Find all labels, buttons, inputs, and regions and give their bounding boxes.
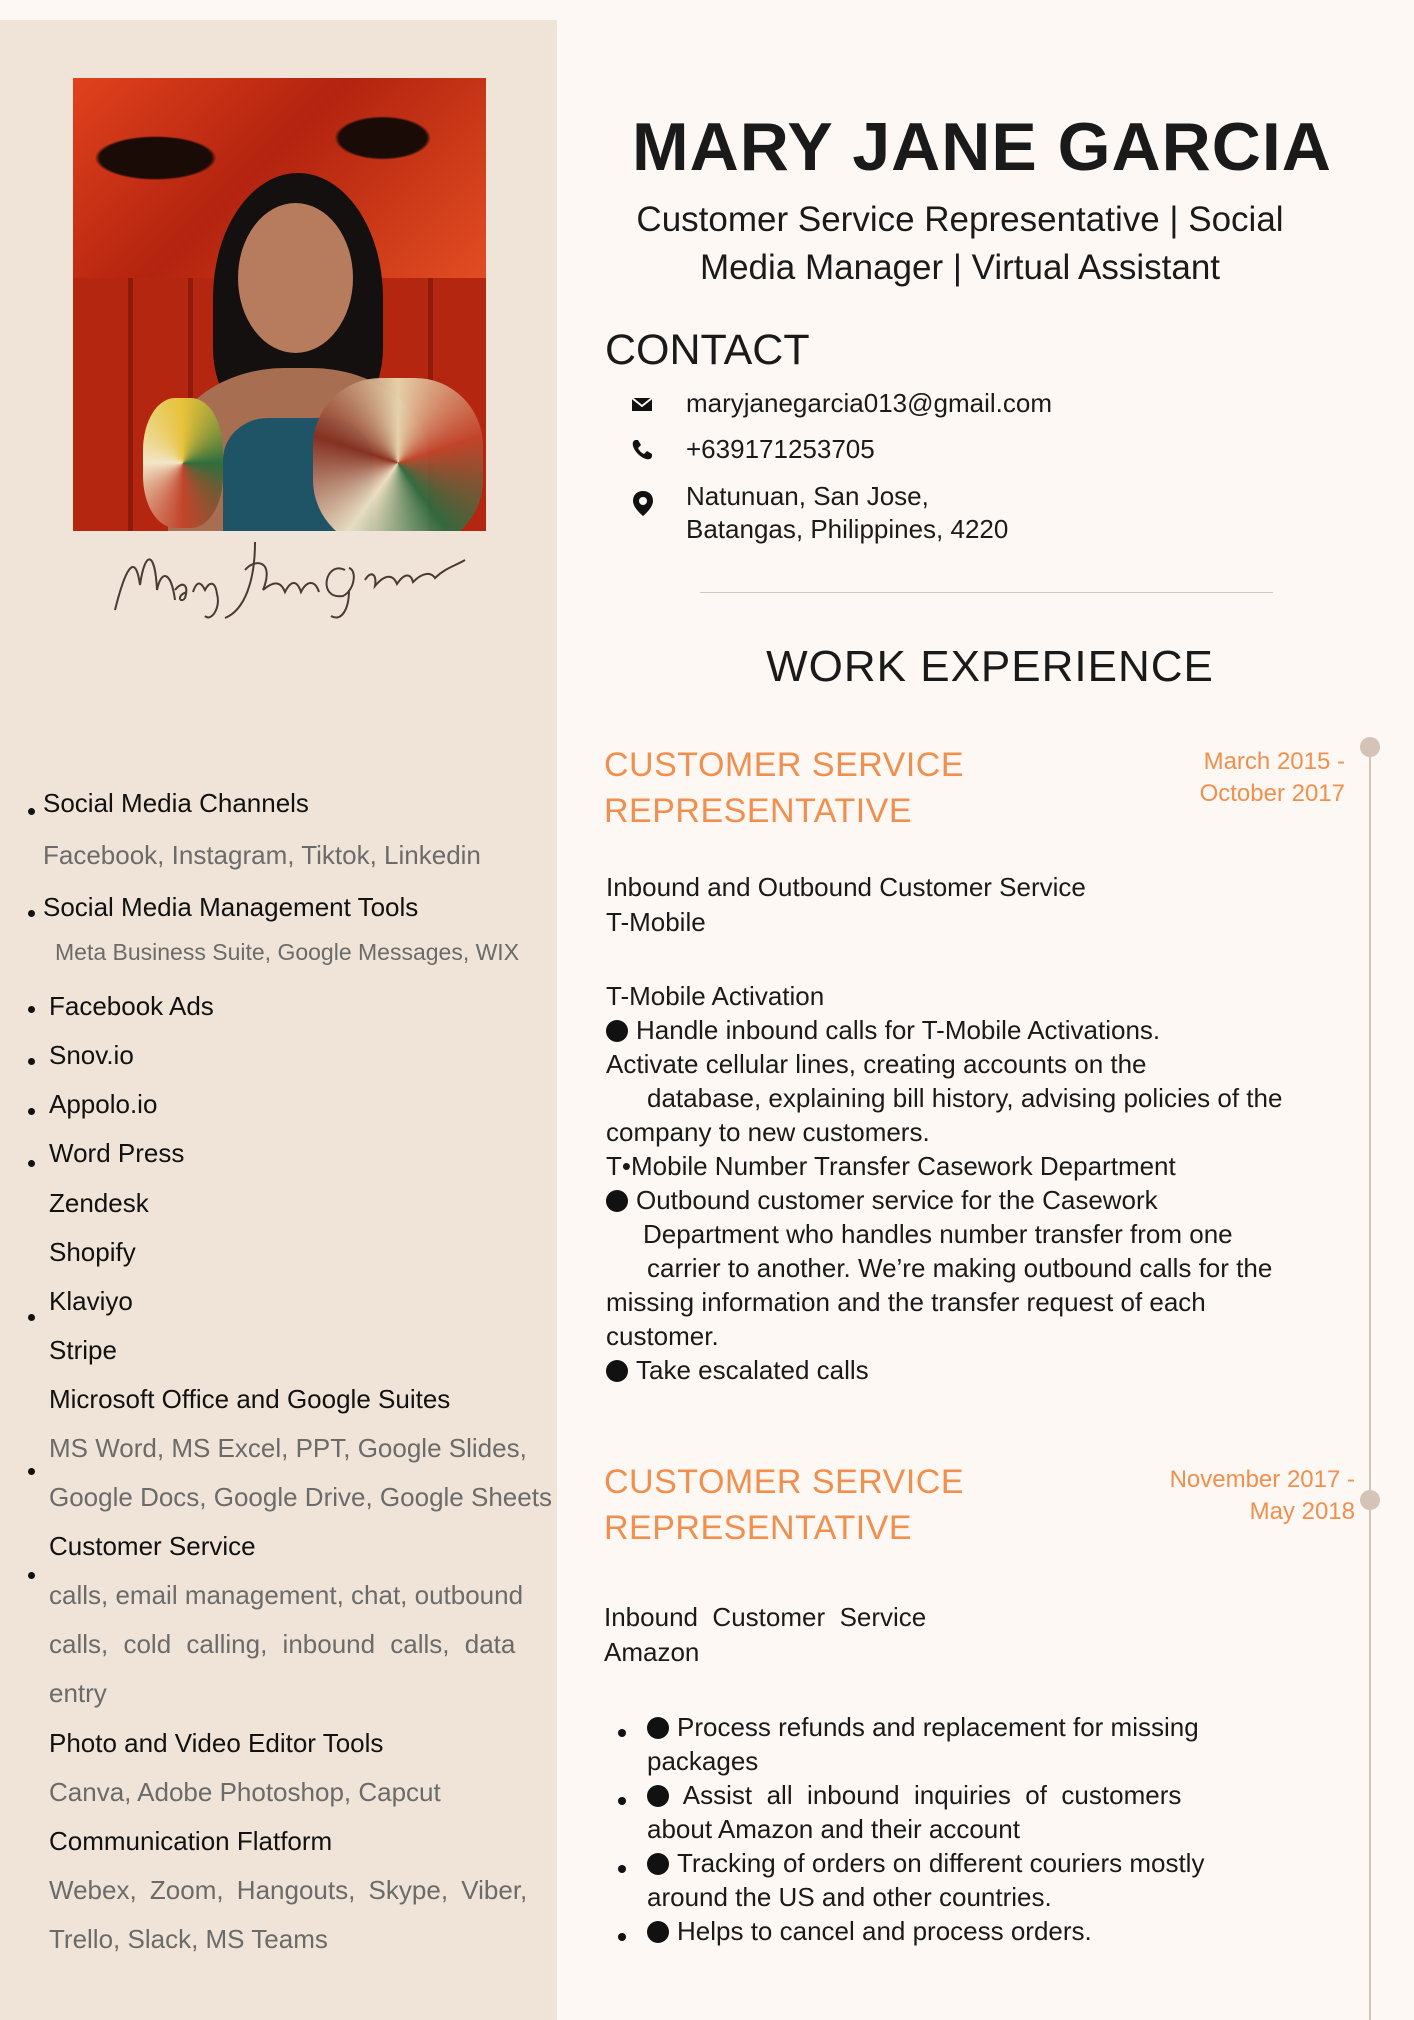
- expertise-detail: Google Docs, Google Drive, Google Sheets: [49, 1481, 552, 1512]
- bullet-dot: [28, 910, 35, 917]
- expertise-detail: MS Word, MS Excel, PPT, Google Slides,: [49, 1432, 527, 1463]
- expertise-detail: calls, email management, chat, outbound: [49, 1579, 524, 1610]
- job-line: Take escalated calls: [606, 1353, 869, 1387]
- job-line: Tracking of orders on different couriers mostly: [647, 1846, 1204, 1880]
- expertise-item: Social Media Channels: [43, 787, 309, 818]
- job-title-line: CUSTOMER SERVICE: [604, 1462, 965, 1501]
- job-date-line: May 2018: [1249, 1497, 1355, 1525]
- bullet-dot: [28, 1160, 35, 1167]
- job-role: Inbound and Outbound Customer Service: [606, 871, 1086, 902]
- job-line: database, explaining bill history, advising policies of the: [647, 1082, 1283, 1113]
- bullet-dot: [28, 1314, 35, 1321]
- job-line: Helps to cancel and process orders.: [647, 1914, 1092, 1948]
- expertise-item: Zendesk: [49, 1187, 149, 1218]
- job-line: about Amazon and their account: [647, 1813, 1020, 1844]
- job-line: Department who handles number transfer from one: [643, 1218, 1233, 1249]
- job-line: customer.: [606, 1320, 719, 1351]
- job-line: company to new customers.: [606, 1116, 930, 1147]
- job-date-line: October 2017: [1199, 779, 1345, 807]
- expertise-item: Appolo.io: [49, 1088, 158, 1119]
- timeline-dot: [1360, 737, 1380, 757]
- bullet-dot: [28, 1468, 35, 1475]
- job-title: [604, 1459, 964, 1551]
- job-title-line: REPRESENTATIVE: [604, 791, 913, 830]
- expertise-detail: Webex, Zoom, Hangouts, Skype, Viber,: [49, 1874, 528, 1905]
- job-line: T-Mobile Activation: [606, 980, 825, 1011]
- job-line: carrier to another. We’re making outbound calls for the: [647, 1252, 1273, 1283]
- job-date-line: March 2015 -: [1203, 747, 1345, 775]
- phone-icon: [630, 437, 656, 463]
- expertise-item: Photo and Video Editor Tools: [49, 1727, 384, 1758]
- expertise-detail: Meta Business Suite, Google Messages, WIX: [55, 938, 520, 965]
- job-company: T-Mobile: [606, 906, 706, 937]
- job-dates: [1110, 1464, 1355, 1528]
- contact-heading: CONTACT: [605, 325, 810, 374]
- job-role: Inbound Customer Service: [604, 1601, 927, 1632]
- job-date-line: November 2017 -: [1169, 1465, 1355, 1493]
- expertise-detail: calls, cold calling, inbound calls, data: [49, 1628, 516, 1659]
- email-icon: [630, 391, 656, 417]
- bullet-dot: [28, 808, 35, 815]
- expertise-detail: Facebook, Instagram, Tiktok, Linkedin: [43, 839, 481, 870]
- expertise-item: Social Media Management Tools: [43, 891, 419, 922]
- job-line: Activate cellular lines, creating accounts on the: [606, 1048, 1147, 1079]
- job-line: missing information and the transfer request of each: [606, 1286, 1206, 1317]
- expertise-item: Klaviyo: [49, 1285, 133, 1316]
- expertise-item: Stripe: [49, 1334, 117, 1365]
- expertise-item: Facebook Ads: [49, 990, 214, 1021]
- list-bullet: [618, 1933, 626, 1941]
- bullet-dot: [606, 1190, 628, 1212]
- list-bullet: [618, 1729, 626, 1737]
- email-link[interactable]: maryjanegarcia013@gmail.com: [686, 387, 1052, 418]
- tagline-line: Media Manager | Virtual Assistant: [699, 247, 1221, 287]
- list-bullet: [618, 1865, 626, 1873]
- list-bullet: [618, 1797, 626, 1805]
- bullet-dot: [647, 1921, 669, 1943]
- expertise-detail: Canva, Adobe Photoshop, Capcut: [49, 1776, 441, 1807]
- expertise-item: Word Press: [49, 1137, 185, 1168]
- phone-number: +639171253705: [686, 433, 875, 464]
- job-dates: [1140, 746, 1345, 810]
- expertise-item: Communication Flatform: [49, 1825, 333, 1856]
- job-line: Process refunds and replacement for missing: [647, 1710, 1199, 1744]
- profile-photo: [73, 78, 486, 531]
- job-line: Outbound customer service for the Casework: [606, 1183, 1158, 1217]
- job-company: Amazon: [604, 1636, 700, 1667]
- timeline-line: [1369, 746, 1371, 2020]
- signature-image: [105, 530, 485, 625]
- address-line: Batangas, Philippines, 4220: [686, 513, 1009, 544]
- bullet-dot: [28, 1108, 35, 1115]
- job-line: T•Mobile Number Transfer Casework Department: [606, 1150, 1176, 1181]
- bullet-dot: [28, 1006, 35, 1013]
- work-experience-heading: WORK EXPERIENCE: [766, 641, 1214, 691]
- job-line: packages: [647, 1745, 759, 1776]
- tagline: [580, 196, 1340, 292]
- expertise-item: Snov.io: [49, 1039, 134, 1070]
- bullet-dot: [28, 1058, 35, 1065]
- bullet-dot: [28, 1572, 35, 1579]
- expertise-detail: Trello, Slack, MS Teams: [49, 1923, 328, 1954]
- bullet-dot: [647, 1785, 669, 1807]
- job-title-line: REPRESENTATIVE: [604, 1508, 913, 1547]
- tagline-line: Customer Service Representative | Social: [636, 199, 1284, 239]
- bullet-dot: [606, 1020, 628, 1042]
- expertise-item: Shopify: [49, 1236, 136, 1267]
- expertise-item: Customer Service: [49, 1530, 256, 1561]
- timeline-dot: [1360, 1490, 1380, 1510]
- address-line: Natunuan, San Jose,: [686, 480, 929, 511]
- candidate-name: MARY JANE GARCIA: [632, 108, 1332, 185]
- location-pin-icon: [630, 489, 656, 517]
- job-line: around the US and other countries.: [647, 1881, 1052, 1912]
- bullet-dot: [647, 1853, 669, 1875]
- job-line: Assist all inbound inquiries of customers: [647, 1778, 1181, 1812]
- job-line: Handle inbound calls for T-Mobile Activations.: [606, 1013, 1160, 1047]
- expertise-item: Microsoft Office and Google Suites: [49, 1383, 451, 1414]
- bullet-dot: [606, 1360, 628, 1382]
- expertise-detail: entry: [49, 1677, 107, 1708]
- section-divider: [700, 592, 1273, 593]
- job-title: [604, 742, 964, 834]
- bullet-dot: [647, 1717, 669, 1739]
- job-title-line: CUSTOMER SERVICE: [604, 745, 965, 784]
